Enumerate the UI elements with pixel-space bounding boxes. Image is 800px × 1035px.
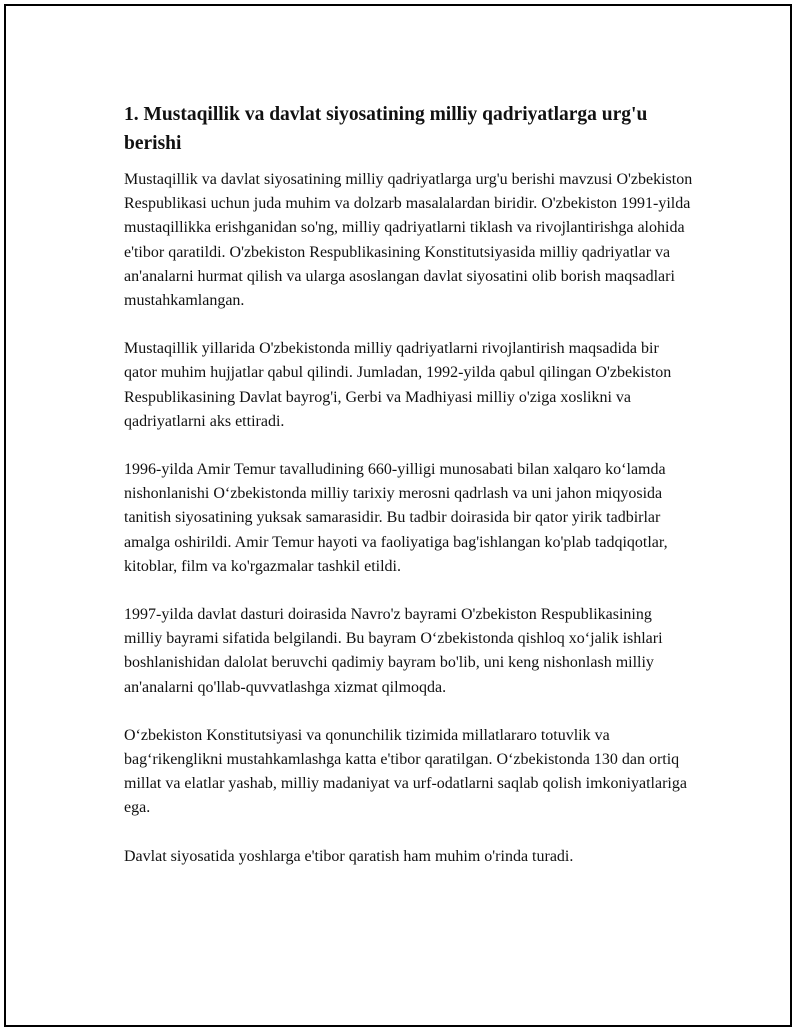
paragraph-3: 1996-yilda Amir Temur tavalludining 660-yilligi munosabati bilan xalqaro ko‘lamda nishonlanishi O‘zbekistonda milliy tarixiy merosni qadrlash va uni jahon miqyosida tanitish siyosatining yuksak samarasidir. Bu tadbir doirasida bir qator yirik tadbirlar amalga oshirildi. Amir Temur hayoti va faoliyatiga bag'ishlangan ko'plab tadqiqotlar, kitoblar, film va ko'rgazmalar tashkil etildi. bbox=[124, 461, 668, 575]
paragraph-5: O‘zbekiston Konstitutsiyasi va qonunchilik tizimida millatlararo totuvlik va bag‘rikenglikni mustahkamlashga katta e'tibor qaratilgan. O‘zbekistonda 130 dan ortiq millat va elatlar yashab, milliy madaniyat va urf-odatlarni saqlab qolish imkoniyatlariga ega. bbox=[124, 726, 687, 817]
paragraph-2: Mustaqillik yillarida O'zbekistonda milliy qadriyatlarni rivojlantirish maqsadida bir qator muhim hujjatlar qabul qilindi. Jumladan, 1992-yilda qabul qilingan O'zbekiston Respublikasining Davlat bayrog'i, Gerbi va Madhiyasi milliy o'ziga xoslikni va qadriyatlarni aks ettiradi. bbox=[124, 340, 672, 430]
document-body bbox=[124, 100, 694, 893]
paragraph-6: Davlat siyosatida yoshlarga e'tibor qaratish ham muhim o'rinda turadi. bbox=[124, 847, 574, 865]
paragraph-1: Mustaqillik va davlat siyosatining milliy qadriyatlarga urg'u berishi mavzusi O'zbekiston Respublikasi uchun juda muhim va dolzarb masalalardan biridir. O'zbekiston 1991-yilda mustaqillikka erishganidan so'ng, milliy qadriyatlarni tiklash va rivojlantirishga alohida e'tibor qaratildi. O'zbekiston Respublikasining Konstitutsiyasida milliy qadriyatlar va an'analarni hurmat qilish va ularga asoslangan davlat siyosatini olib borish maqsadlari mustahkamlangan. bbox=[124, 171, 693, 310]
page-frame bbox=[4, 4, 792, 1027]
paragraph-4: 1997-yilda davlat dasturi doirasida Navro'z bayrami O'zbekiston Respublikasining milliy bayrami sifatida belgilandi. Bu bayram O‘zbekistonda qishloq xo‘jalik ishlari boshlanishidan dalolat beruvchi qadimiy bayram bo'lib, uni keng nishonlash milliy an'analarni qo'llab-quvvatlashga xizmat qilmoqda. bbox=[124, 606, 663, 696]
section-heading: 1. Mustaqillik va davlat siyosatining milliy qadriyatlarga urg'u berishi bbox=[124, 104, 648, 154]
